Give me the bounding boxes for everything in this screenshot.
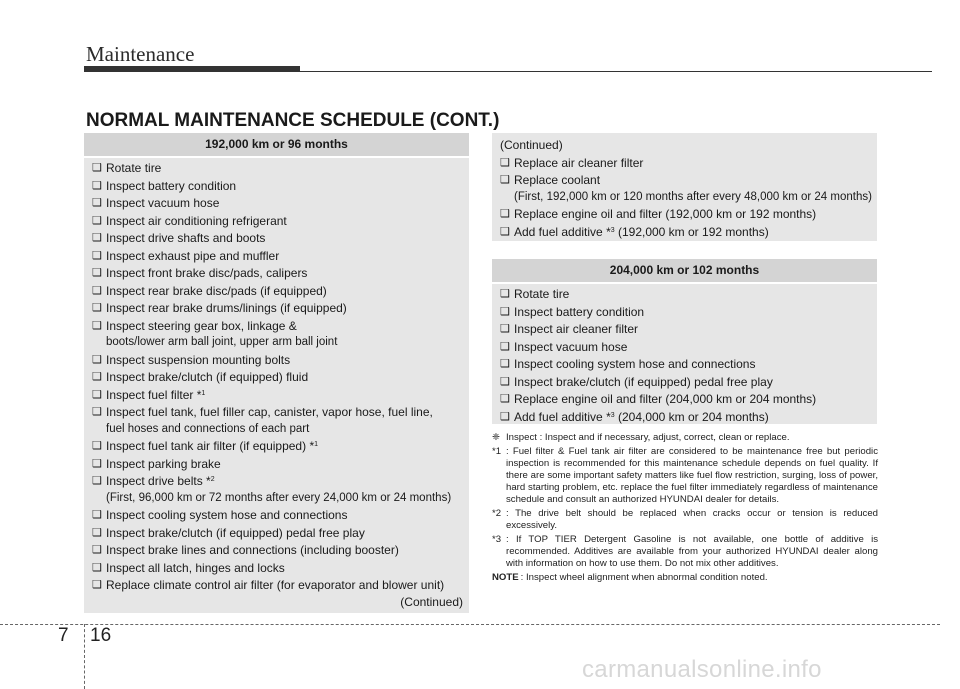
checkbox-icon: ❑ bbox=[92, 544, 102, 556]
left-item-list bbox=[84, 158, 469, 594]
checklist-item-text bbox=[104, 300, 347, 317]
checkbox-icon: ❑ bbox=[92, 302, 102, 314]
note-2 bbox=[492, 508, 878, 532]
checklist-item-text bbox=[104, 160, 161, 177]
checkbox-icon: ❑ bbox=[92, 162, 102, 174]
checklist-item-text bbox=[104, 283, 327, 300]
checkbox-icon: ❑ bbox=[92, 406, 102, 418]
footnote-ref: 3 bbox=[610, 226, 615, 234]
page-number: 16 bbox=[90, 625, 112, 646]
footnotes bbox=[492, 432, 878, 586]
checkbox-icon: ❑ bbox=[500, 375, 510, 388]
checklist-item-text bbox=[512, 356, 755, 373]
checklist-item-text bbox=[512, 374, 773, 391]
panel-heading: 192,000 km or 96 months bbox=[84, 133, 469, 158]
note-general-text: : Inspect wheel alignment when abnormal condition noted. bbox=[520, 572, 768, 583]
checklist-item-text bbox=[104, 265, 307, 282]
checklist-item bbox=[500, 286, 877, 303]
checkbox-icon: ❑ bbox=[92, 371, 102, 383]
item-detail: fuel hoses and connections of each part bbox=[106, 422, 310, 435]
schedule-204000-panel bbox=[492, 259, 877, 424]
checklist-item-text bbox=[104, 213, 287, 230]
item-label: Inspect drive shafts and boots bbox=[106, 231, 266, 245]
checklist-item-text bbox=[104, 387, 205, 404]
checklist-item-text bbox=[104, 438, 318, 455]
checkbox-icon: ❑ bbox=[500, 393, 510, 405]
checklist-item-text bbox=[104, 577, 444, 594]
checklist-item bbox=[92, 560, 469, 577]
checkbox-icon: ❑ bbox=[92, 319, 102, 332]
checklist-item-text bbox=[512, 155, 643, 172]
item-label: Inspect cooling system hose and connections bbox=[514, 357, 756, 371]
checklist-item bbox=[500, 155, 877, 172]
checklist-item-text bbox=[104, 248, 279, 265]
item-label: Inspect vacuum hose bbox=[514, 339, 628, 354]
checklist-item bbox=[92, 525, 469, 542]
checklist-item-text bbox=[104, 195, 219, 212]
inspect-mark: ❈ bbox=[492, 432, 501, 443]
checklist-item-text bbox=[512, 286, 569, 303]
continued-label: (Continued) bbox=[400, 594, 463, 609]
note-label: NOTE bbox=[492, 572, 519, 583]
checkbox-icon: ❑ bbox=[500, 340, 510, 353]
item-label: Inspect fuel tank air filter (if equipped) * bbox=[106, 439, 315, 453]
continued-label: (Continued) bbox=[500, 138, 563, 152]
item-label: Replace climate control air filter (for evaporator and blower unit) bbox=[106, 578, 445, 592]
item-label: Inspect front brake disc/pads, calipers bbox=[106, 266, 308, 280]
checkbox-icon: ❑ bbox=[92, 214, 102, 227]
checklist-item bbox=[500, 321, 877, 338]
note-inspect-text: Inspect : Inspect and if necessary, adjust, correct, clean or replace. bbox=[506, 432, 790, 443]
checklist-item-text bbox=[512, 172, 872, 205]
checklist-item bbox=[92, 456, 469, 473]
checkbox-icon: ❑ bbox=[92, 179, 102, 192]
item-label: Inspect air conditioning refrigerant bbox=[106, 213, 287, 228]
checklist-item bbox=[92, 248, 469, 265]
checkbox-icon: ❑ bbox=[92, 284, 102, 297]
checkbox-icon: ❑ bbox=[92, 353, 102, 366]
checkbox-icon: ❑ bbox=[500, 323, 510, 335]
checklist-item-text bbox=[512, 304, 644, 321]
checklist-item-text bbox=[512, 339, 627, 356]
checkbox-icon: ❑ bbox=[500, 208, 510, 220]
item-label: Inspect rear brake drums/linings (if equipped) bbox=[106, 301, 347, 315]
item-detail: boots/lower arm ball joint, upper arm ball joint bbox=[106, 336, 338, 348]
checkbox-icon: ❑ bbox=[92, 267, 102, 279]
note-2-mark: *2 bbox=[492, 508, 502, 519]
checkbox-icon: ❑ bbox=[92, 475, 102, 487]
checklist-item bbox=[92, 352, 469, 369]
checkbox-icon: ❑ bbox=[92, 388, 102, 401]
checklist-item bbox=[92, 507, 469, 524]
header-title: Maintenance bbox=[86, 42, 195, 66]
checklist-item bbox=[92, 213, 469, 230]
checklist-item bbox=[92, 473, 469, 506]
checklist-item bbox=[92, 160, 469, 177]
watermark: carmanualsonline.info bbox=[582, 656, 822, 683]
item-label: Inspect cooling system hose and connections bbox=[106, 508, 348, 522]
item-label: Inspect fuel filter * bbox=[106, 387, 202, 402]
item-detail: (First, 96,000 km or 72 months after every 24,000 km or 24 months) bbox=[106, 491, 452, 504]
checkbox-icon: ❑ bbox=[92, 197, 102, 209]
checklist-item bbox=[92, 318, 469, 351]
checkbox-icon: ❑ bbox=[500, 288, 510, 300]
item-label: Inspect brake/clutch (if equipped) pedal free play bbox=[514, 374, 773, 389]
item-label: Inspect brake/clutch (if equipped) fluid bbox=[106, 370, 309, 384]
section-title: NORMAL MAINTENANCE SCHEDULE (CONT.) bbox=[86, 110, 500, 131]
checklist-item bbox=[500, 224, 877, 241]
item-label: Replace coolant bbox=[514, 173, 601, 187]
checklist-item bbox=[92, 265, 469, 282]
note-inspect bbox=[492, 432, 878, 444]
panel-heading: 204,000 km or 102 months bbox=[492, 259, 877, 284]
checklist-item-text bbox=[512, 409, 769, 426]
right-top-item-list bbox=[500, 155, 877, 241]
checklist-item bbox=[500, 206, 877, 223]
item-label: Inspect suspension mounting bolts bbox=[106, 352, 291, 367]
checklist-item bbox=[92, 542, 469, 559]
checkbox-icon: ❑ bbox=[500, 305, 510, 318]
chapter-number: 7 bbox=[58, 625, 69, 646]
checkbox-icon: ❑ bbox=[92, 561, 102, 574]
checkbox-icon: ❑ bbox=[92, 440, 102, 452]
item-label: Rotate tire bbox=[106, 161, 162, 175]
checklist-item-text bbox=[104, 542, 399, 559]
header-rule bbox=[300, 71, 932, 72]
checkbox-icon: ❑ bbox=[500, 174, 510, 186]
checkbox-icon: ❑ bbox=[500, 156, 510, 169]
item-label: Inspect battery condition bbox=[106, 178, 237, 193]
item-label: Inspect drive belts * bbox=[106, 474, 211, 488]
item-interval: (192,000 km or 192 months) bbox=[614, 224, 769, 239]
item-label: Rotate tire bbox=[514, 287, 570, 301]
footnote-ref: 1 bbox=[201, 389, 206, 397]
item-label: Inspect air cleaner filter bbox=[514, 322, 639, 336]
checklist-item bbox=[92, 369, 469, 386]
note-1 bbox=[492, 446, 878, 506]
checklist-item-text bbox=[512, 224, 769, 241]
checklist-item bbox=[500, 374, 877, 391]
checklist-item bbox=[92, 230, 469, 247]
checklist-item bbox=[92, 438, 469, 455]
footnote-ref: 2 bbox=[210, 476, 215, 483]
checklist-item bbox=[92, 577, 469, 594]
item-label: Inspect vacuum hose bbox=[106, 196, 220, 210]
checklist-item bbox=[500, 304, 877, 321]
checklist-item-text bbox=[512, 391, 816, 408]
checklist-item-text bbox=[104, 178, 236, 195]
note-1-text: : Fuel filter & Fuel tank air filter are considered to be maintenance free but periodic inspection is recommended for this maintenance schedule depends on fuel quality. If there are some important safety matters like fuel flow restriction, surging, loss of power, hard starting problem, etc. replace the fuel filter immediately regardless of maintenance schedule and consult an authorized HYUNDAI dealer for details. bbox=[506, 446, 878, 505]
checklist-item-text bbox=[104, 473, 451, 506]
item-label: Inspect fuel tank, fuel filler cap, canister, vapor hose, fuel line, bbox=[106, 405, 433, 419]
checklist-item bbox=[92, 387, 469, 404]
item-label: Inspect exhaust pipe and muffler bbox=[106, 248, 280, 263]
checklist-item-text bbox=[104, 230, 265, 247]
schedule-192000-panel bbox=[84, 133, 469, 613]
schedule-continued-panel bbox=[492, 133, 877, 241]
item-detail: (First, 192,000 km or 120 months after every 48,000 km or 24 months) bbox=[514, 190, 872, 203]
checklist-item-text bbox=[104, 560, 285, 577]
item-label: Inspect steering gear box, linkage & bbox=[106, 318, 297, 333]
checklist-item-text bbox=[104, 352, 290, 369]
checklist-item bbox=[500, 172, 877, 205]
checklist-item-text bbox=[512, 206, 816, 223]
note-3-text: : If TOP TIER Detergent Gasoline is not available, one bottle of additive is recommended. Additives are available from your authorized HYUNDAI dealer along with information on how to use them. Do not mix other additives. bbox=[506, 534, 878, 569]
checklist-item bbox=[92, 195, 469, 212]
item-label: Inspect battery condition bbox=[514, 304, 645, 319]
checkbox-icon: ❑ bbox=[92, 579, 102, 591]
checklist-item bbox=[500, 356, 877, 373]
note-2-text: : The drive belt should be replaced when cracks occur or tension is reduced excessively. bbox=[506, 508, 878, 531]
footer-divider bbox=[84, 624, 85, 689]
checklist-item-text bbox=[104, 404, 433, 437]
checkbox-icon: ❑ bbox=[92, 249, 102, 262]
checklist-item-text bbox=[512, 321, 638, 338]
item-label: Inspect rear brake disc/pads (if equipped) bbox=[106, 283, 327, 298]
checklist-item bbox=[500, 391, 877, 408]
item-label: Inspect all latch, hinges and locks bbox=[106, 560, 285, 575]
item-label: Add fuel additive * bbox=[514, 224, 611, 239]
checklist-item bbox=[92, 300, 469, 317]
header-bar bbox=[84, 66, 300, 72]
item-label: Inspect brake/clutch (if equipped) pedal free play bbox=[106, 525, 365, 540]
note-3 bbox=[492, 534, 878, 570]
footnote-ref: 3 bbox=[610, 411, 615, 419]
item-interval: (204,000 km or 204 months) bbox=[614, 409, 769, 424]
checklist-item-text bbox=[104, 318, 337, 351]
note-general bbox=[492, 572, 878, 584]
checklist-item bbox=[92, 283, 469, 300]
checkbox-icon: ❑ bbox=[92, 526, 102, 539]
note-1-mark: *1 bbox=[492, 446, 502, 457]
item-label: Replace engine oil and filter (192,000 km or 192 months) bbox=[514, 207, 817, 221]
checkbox-icon: ❑ bbox=[500, 410, 510, 423]
item-label: Inspect brake lines and connections (including booster) bbox=[106, 543, 399, 557]
item-label: Inspect parking brake bbox=[106, 456, 221, 471]
checklist-item-text bbox=[104, 525, 365, 542]
checkbox-icon: ❑ bbox=[500, 225, 510, 238]
item-label: Add fuel additive * bbox=[514, 409, 611, 424]
right-bottom-item-list bbox=[492, 284, 877, 425]
note-3-mark: *3 bbox=[492, 534, 502, 545]
checkbox-icon: ❑ bbox=[92, 232, 102, 244]
checklist-item bbox=[92, 178, 469, 195]
checkbox-icon: ❑ bbox=[92, 457, 102, 470]
footer-rule bbox=[0, 624, 940, 625]
footnote-ref: 1 bbox=[314, 441, 319, 448]
checklist-item bbox=[92, 404, 469, 437]
item-label: Replace air cleaner filter bbox=[514, 155, 644, 170]
checklist-item-text bbox=[104, 369, 308, 386]
checklist-item-text bbox=[104, 507, 347, 524]
item-label: Replace engine oil and filter (204,000 km or 204 months) bbox=[514, 392, 817, 406]
checkbox-icon: ❑ bbox=[92, 509, 102, 521]
checklist-item-text bbox=[104, 456, 221, 473]
checklist-item bbox=[500, 409, 877, 426]
checkbox-icon: ❑ bbox=[500, 358, 510, 370]
checklist-item bbox=[500, 339, 877, 356]
